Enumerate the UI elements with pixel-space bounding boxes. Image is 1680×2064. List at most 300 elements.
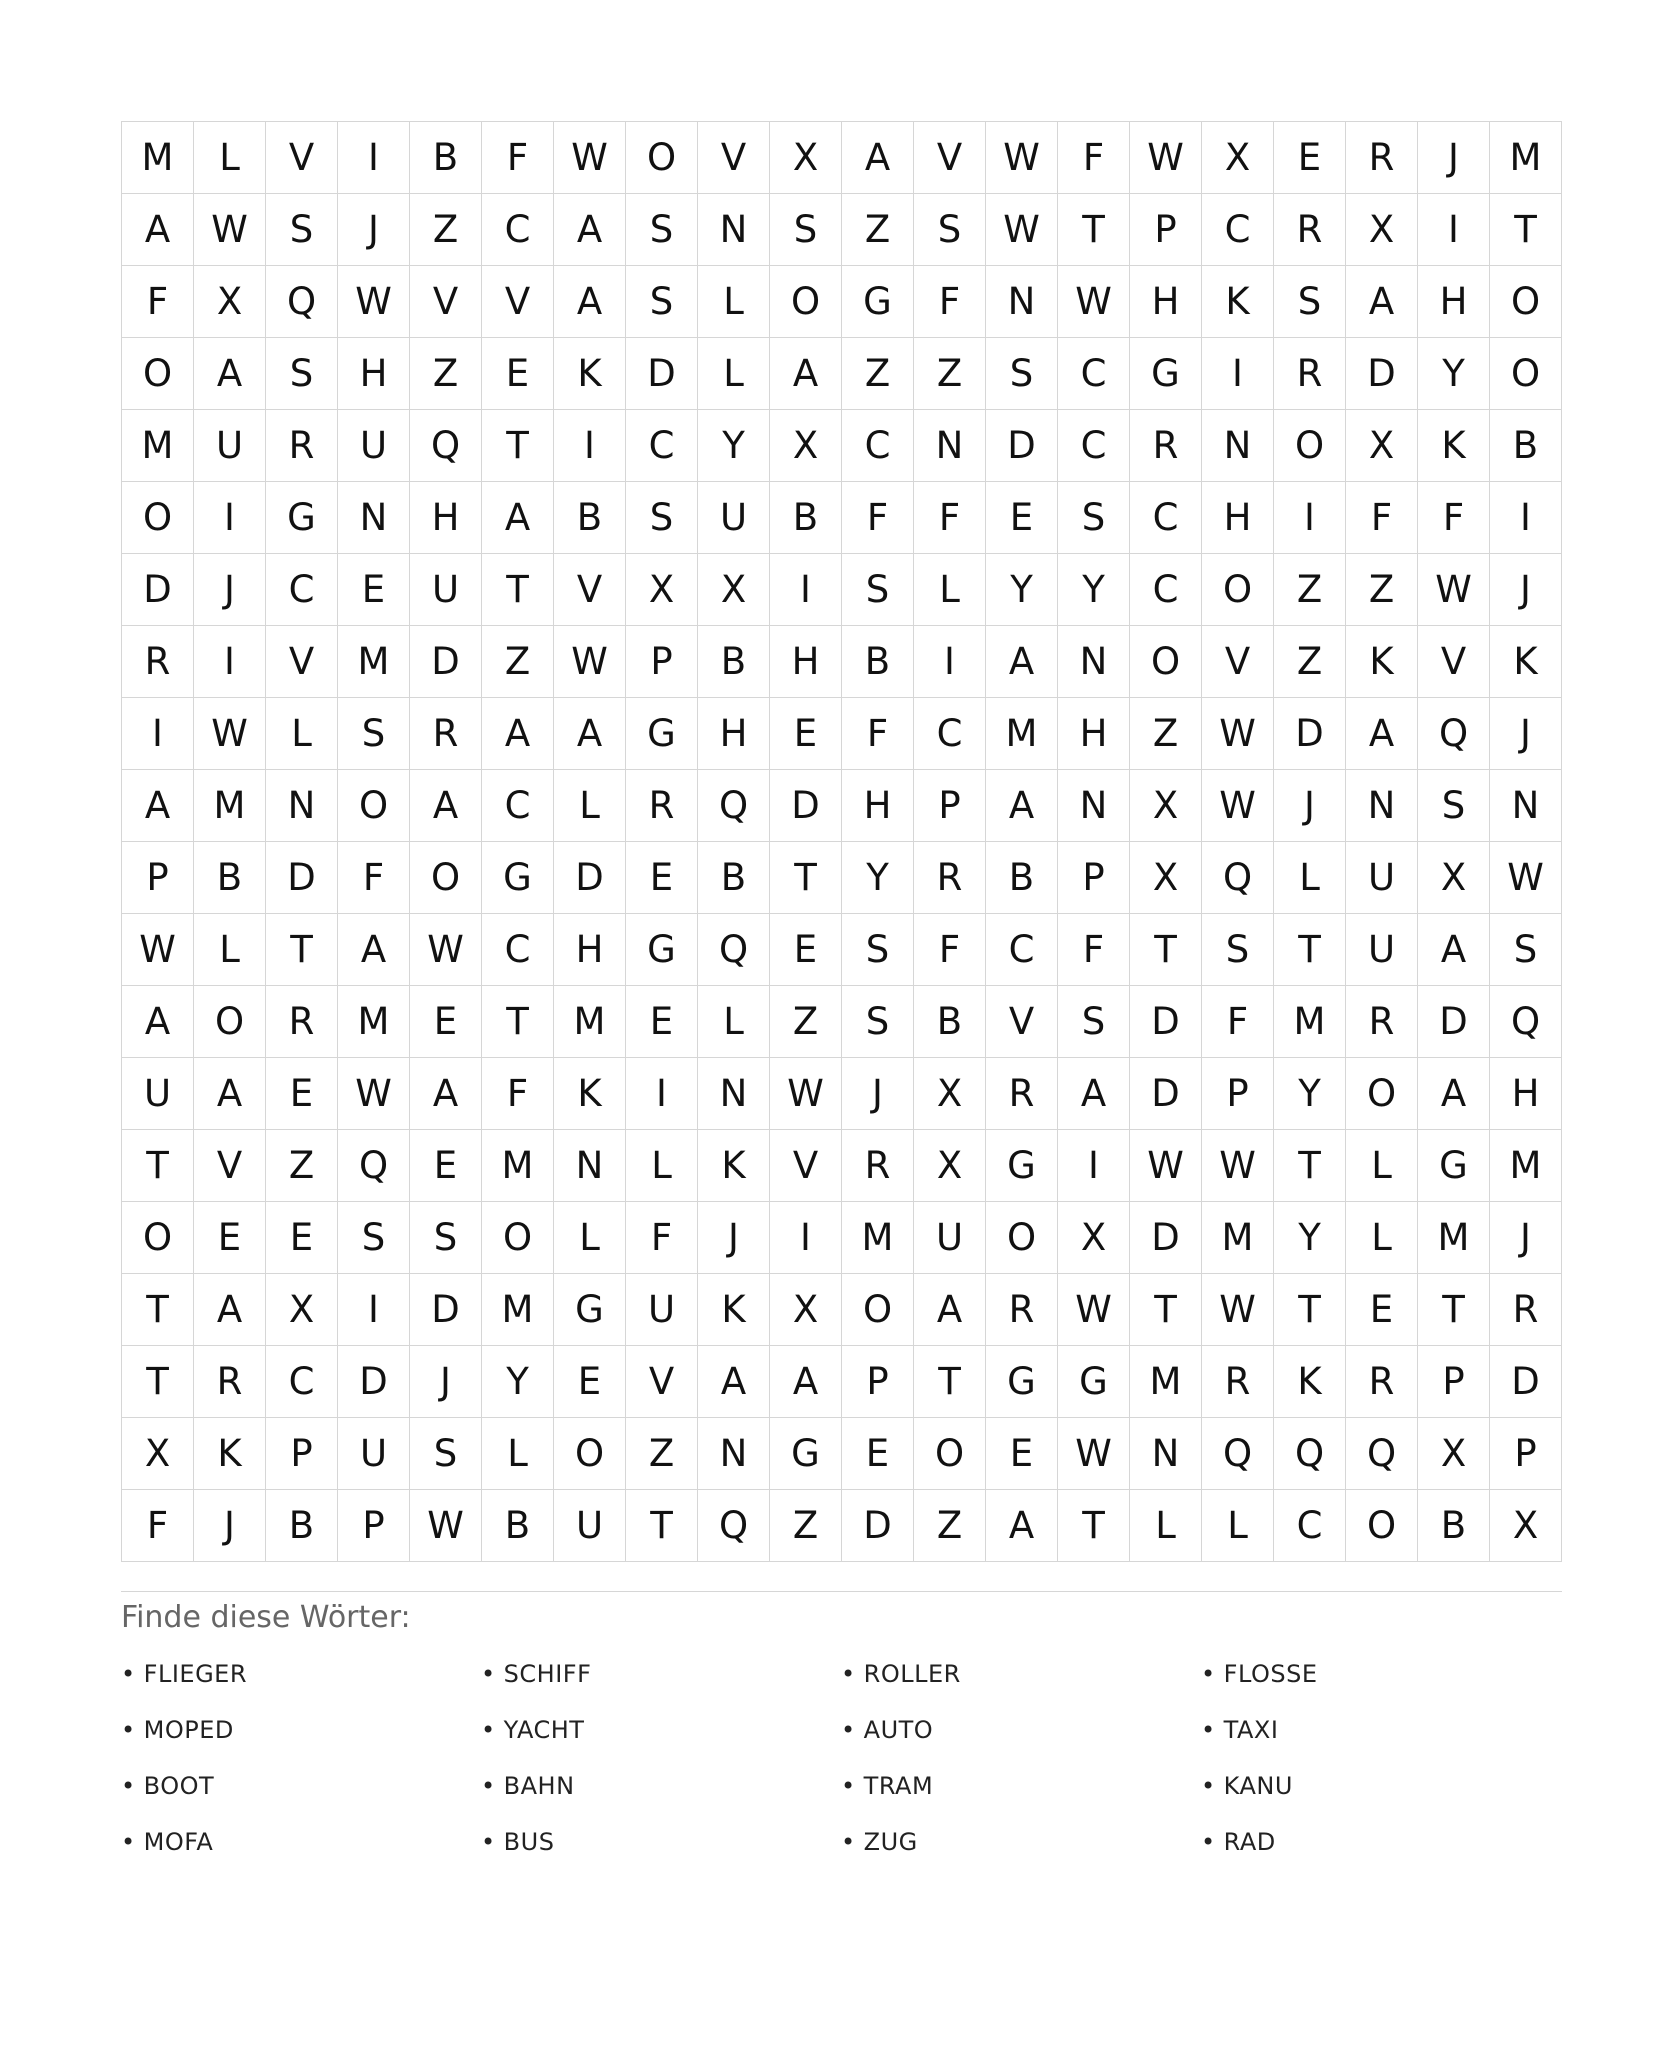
grid-cell[interactable]: Y: [482, 1346, 554, 1418]
grid-cell[interactable]: G: [1058, 1346, 1130, 1418]
grid-cell[interactable]: T: [1274, 914, 1346, 986]
grid-cell[interactable]: N: [338, 482, 410, 554]
grid-cell[interactable]: R: [986, 1058, 1058, 1130]
grid-cell[interactable]: W: [986, 194, 1058, 266]
grid-cell[interactable]: L: [1346, 1202, 1418, 1274]
grid-cell[interactable]: Q: [1346, 1418, 1418, 1490]
grid-cell[interactable]: D: [1490, 1346, 1562, 1418]
grid-cell[interactable]: H: [338, 338, 410, 410]
grid-cell[interactable]: W: [554, 626, 626, 698]
grid-cell[interactable]: O: [122, 338, 194, 410]
grid-cell[interactable]: A: [194, 338, 266, 410]
grid-cell[interactable]: D: [554, 842, 626, 914]
grid-cell[interactable]: U: [338, 410, 410, 482]
grid-cell[interactable]: S: [626, 194, 698, 266]
grid-cell[interactable]: K: [698, 1130, 770, 1202]
grid-cell[interactable]: O: [194, 986, 266, 1058]
grid-cell[interactable]: N: [1346, 770, 1418, 842]
grid-cell[interactable]: F: [122, 1490, 194, 1562]
grid-cell[interactable]: W: [1202, 1130, 1274, 1202]
grid-cell[interactable]: I: [914, 626, 986, 698]
grid-cell[interactable]: W: [338, 1058, 410, 1130]
grid-cell[interactable]: W: [986, 122, 1058, 194]
grid-cell[interactable]: W: [338, 266, 410, 338]
grid-cell[interactable]: L: [266, 698, 338, 770]
grid-cell[interactable]: L: [1130, 1490, 1202, 1562]
grid-cell[interactable]: E: [266, 1202, 338, 1274]
grid-cell[interactable]: F: [842, 698, 914, 770]
grid-cell[interactable]: J: [1274, 770, 1346, 842]
grid-cell[interactable]: T: [1418, 1274, 1490, 1346]
grid-cell[interactable]: Q: [1202, 1418, 1274, 1490]
grid-cell[interactable]: J: [194, 554, 266, 626]
grid-cell[interactable]: X: [1418, 1418, 1490, 1490]
grid-cell[interactable]: V: [626, 1346, 698, 1418]
grid-cell[interactable]: H: [554, 914, 626, 986]
grid-cell[interactable]: C: [1202, 194, 1274, 266]
grid-cell[interactable]: Z: [1274, 626, 1346, 698]
grid-cell[interactable]: W: [1202, 1274, 1274, 1346]
grid-cell[interactable]: A: [986, 1490, 1058, 1562]
grid-cell[interactable]: J: [698, 1202, 770, 1274]
grid-cell[interactable]: B: [554, 482, 626, 554]
grid-cell[interactable]: U: [914, 1202, 986, 1274]
grid-cell[interactable]: T: [1058, 1490, 1130, 1562]
grid-cell[interactable]: X: [770, 122, 842, 194]
grid-cell[interactable]: Q: [410, 410, 482, 482]
grid-cell[interactable]: F: [626, 1202, 698, 1274]
grid-cell[interactable]: H: [410, 482, 482, 554]
grid-cell[interactable]: L: [194, 914, 266, 986]
grid-cell[interactable]: L: [1202, 1490, 1274, 1562]
grid-cell[interactable]: T: [482, 986, 554, 1058]
grid-cell[interactable]: O: [554, 1418, 626, 1490]
grid-cell[interactable]: X: [1490, 1490, 1562, 1562]
grid-cell[interactable]: W: [1418, 554, 1490, 626]
grid-cell[interactable]: Z: [1274, 554, 1346, 626]
grid-cell[interactable]: X: [194, 266, 266, 338]
grid-cell[interactable]: G: [986, 1346, 1058, 1418]
grid-cell[interactable]: O: [1346, 1058, 1418, 1130]
grid-cell[interactable]: F: [1058, 122, 1130, 194]
grid-cell[interactable]: Q: [1490, 986, 1562, 1058]
grid-cell[interactable]: C: [626, 410, 698, 482]
grid-cell[interactable]: Z: [770, 1490, 842, 1562]
grid-cell[interactable]: R: [1346, 1346, 1418, 1418]
grid-cell[interactable]: L: [482, 1418, 554, 1490]
grid-cell[interactable]: J: [1418, 122, 1490, 194]
grid-cell[interactable]: A: [194, 1274, 266, 1346]
grid-cell[interactable]: T: [122, 1274, 194, 1346]
grid-cell[interactable]: V: [914, 122, 986, 194]
grid-cell[interactable]: W: [1202, 698, 1274, 770]
grid-cell[interactable]: V: [986, 986, 1058, 1058]
grid-cell[interactable]: F: [914, 266, 986, 338]
grid-cell[interactable]: J: [410, 1346, 482, 1418]
grid-cell[interactable]: W: [122, 914, 194, 986]
grid-cell[interactable]: E: [410, 1130, 482, 1202]
grid-cell[interactable]: E: [266, 1058, 338, 1130]
grid-cell[interactable]: H: [1058, 698, 1130, 770]
grid-cell[interactable]: J: [194, 1490, 266, 1562]
grid-cell[interactable]: B: [1490, 410, 1562, 482]
grid-cell[interactable]: A: [122, 770, 194, 842]
grid-cell[interactable]: T: [482, 410, 554, 482]
grid-cell[interactable]: O: [338, 770, 410, 842]
grid-cell[interactable]: H: [1202, 482, 1274, 554]
grid-cell[interactable]: X: [1346, 410, 1418, 482]
grid-cell[interactable]: R: [842, 1130, 914, 1202]
grid-cell[interactable]: L: [626, 1130, 698, 1202]
grid-cell[interactable]: J: [842, 1058, 914, 1130]
grid-cell[interactable]: M: [986, 698, 1058, 770]
grid-cell[interactable]: R: [986, 1274, 1058, 1346]
grid-cell[interactable]: R: [266, 410, 338, 482]
grid-cell[interactable]: F: [338, 842, 410, 914]
grid-cell[interactable]: I: [1058, 1130, 1130, 1202]
grid-cell[interactable]: P: [1418, 1346, 1490, 1418]
grid-cell[interactable]: I: [1490, 482, 1562, 554]
grid-cell[interactable]: V: [266, 122, 338, 194]
grid-cell[interactable]: Z: [770, 986, 842, 1058]
grid-cell[interactable]: V: [266, 626, 338, 698]
grid-cell[interactable]: F: [482, 122, 554, 194]
grid-cell[interactable]: D: [770, 770, 842, 842]
grid-cell[interactable]: L: [554, 1202, 626, 1274]
grid-cell[interactable]: A: [122, 194, 194, 266]
grid-cell[interactable]: O: [122, 482, 194, 554]
grid-cell[interactable]: Z: [914, 1490, 986, 1562]
grid-cell[interactable]: L: [194, 122, 266, 194]
grid-cell[interactable]: K: [554, 338, 626, 410]
grid-cell[interactable]: U: [554, 1490, 626, 1562]
grid-cell[interactable]: O: [122, 1202, 194, 1274]
grid-cell[interactable]: I: [194, 482, 266, 554]
grid-cell[interactable]: W: [1058, 1274, 1130, 1346]
grid-cell[interactable]: R: [1346, 986, 1418, 1058]
grid-cell[interactable]: T: [770, 842, 842, 914]
grid-cell[interactable]: O: [1274, 410, 1346, 482]
grid-cell[interactable]: S: [1490, 914, 1562, 986]
grid-cell[interactable]: S: [842, 914, 914, 986]
grid-cell[interactable]: W: [770, 1058, 842, 1130]
grid-cell[interactable]: V: [554, 554, 626, 626]
grid-cell[interactable]: F: [914, 914, 986, 986]
grid-cell[interactable]: P: [626, 626, 698, 698]
grid-cell[interactable]: U: [194, 410, 266, 482]
grid-cell[interactable]: N: [1490, 770, 1562, 842]
grid-cell[interactable]: B: [482, 1490, 554, 1562]
grid-cell[interactable]: B: [914, 986, 986, 1058]
grid-cell[interactable]: S: [626, 266, 698, 338]
grid-cell[interactable]: O: [986, 1202, 1058, 1274]
grid-cell[interactable]: H: [842, 770, 914, 842]
grid-cell[interactable]: Q: [1418, 698, 1490, 770]
grid-cell[interactable]: S: [1058, 482, 1130, 554]
grid-cell[interactable]: B: [986, 842, 1058, 914]
grid-cell[interactable]: A: [554, 194, 626, 266]
grid-cell[interactable]: D: [1274, 698, 1346, 770]
grid-cell[interactable]: G: [266, 482, 338, 554]
grid-cell[interactable]: M: [338, 626, 410, 698]
grid-cell[interactable]: A: [770, 1346, 842, 1418]
grid-cell[interactable]: R: [1202, 1346, 1274, 1418]
grid-cell[interactable]: S: [1274, 266, 1346, 338]
grid-cell[interactable]: M: [122, 410, 194, 482]
grid-cell[interactable]: X: [698, 554, 770, 626]
grid-cell[interactable]: X: [770, 410, 842, 482]
grid-cell[interactable]: D: [1130, 986, 1202, 1058]
grid-cell[interactable]: U: [698, 482, 770, 554]
grid-cell[interactable]: I: [1418, 194, 1490, 266]
grid-cell[interactable]: A: [338, 914, 410, 986]
grid-cell[interactable]: O: [1202, 554, 1274, 626]
grid-cell[interactable]: T: [122, 1346, 194, 1418]
grid-cell[interactable]: Z: [842, 194, 914, 266]
grid-cell[interactable]: T: [1490, 194, 1562, 266]
grid-cell[interactable]: S: [266, 194, 338, 266]
grid-cell[interactable]: A: [482, 698, 554, 770]
grid-cell[interactable]: Q: [698, 914, 770, 986]
grid-cell[interactable]: F: [842, 482, 914, 554]
grid-cell[interactable]: H: [1490, 1058, 1562, 1130]
grid-cell[interactable]: A: [194, 1058, 266, 1130]
grid-cell[interactable]: D: [986, 410, 1058, 482]
grid-cell[interactable]: D: [266, 842, 338, 914]
grid-cell[interactable]: P: [266, 1418, 338, 1490]
grid-cell[interactable]: T: [482, 554, 554, 626]
grid-cell[interactable]: M: [1202, 1202, 1274, 1274]
grid-cell[interactable]: R: [1274, 338, 1346, 410]
grid-cell[interactable]: W: [1058, 266, 1130, 338]
grid-cell[interactable]: R: [194, 1346, 266, 1418]
grid-cell[interactable]: O: [410, 842, 482, 914]
grid-cell[interactable]: A: [1058, 1058, 1130, 1130]
grid-cell[interactable]: D: [338, 1346, 410, 1418]
grid-cell[interactable]: A: [1418, 1058, 1490, 1130]
grid-cell[interactable]: X: [914, 1130, 986, 1202]
grid-cell[interactable]: C: [482, 770, 554, 842]
grid-cell[interactable]: R: [122, 626, 194, 698]
grid-cell[interactable]: R: [914, 842, 986, 914]
grid-cell[interactable]: K: [1418, 410, 1490, 482]
grid-cell[interactable]: N: [1058, 626, 1130, 698]
grid-cell[interactable]: D: [1418, 986, 1490, 1058]
grid-cell[interactable]: V: [770, 1130, 842, 1202]
grid-cell[interactable]: Y: [986, 554, 1058, 626]
grid-cell[interactable]: C: [1058, 410, 1130, 482]
grid-cell[interactable]: A: [698, 1346, 770, 1418]
grid-cell[interactable]: T: [626, 1490, 698, 1562]
grid-cell[interactable]: Q: [1274, 1418, 1346, 1490]
grid-cell[interactable]: I: [338, 1274, 410, 1346]
grid-cell[interactable]: W: [194, 194, 266, 266]
grid-cell[interactable]: A: [770, 338, 842, 410]
grid-cell[interactable]: Q: [1202, 842, 1274, 914]
grid-cell[interactable]: A: [1346, 698, 1418, 770]
grid-cell[interactable]: V: [194, 1130, 266, 1202]
grid-cell[interactable]: E: [626, 986, 698, 1058]
grid-cell[interactable]: L: [914, 554, 986, 626]
grid-cell[interactable]: S: [338, 698, 410, 770]
grid-cell[interactable]: X: [1202, 122, 1274, 194]
grid-cell[interactable]: E: [482, 338, 554, 410]
grid-cell[interactable]: T: [1274, 1130, 1346, 1202]
grid-cell[interactable]: D: [1346, 338, 1418, 410]
grid-cell[interactable]: U: [122, 1058, 194, 1130]
grid-cell[interactable]: N: [986, 266, 1058, 338]
grid-cell[interactable]: E: [986, 482, 1058, 554]
grid-cell[interactable]: Y: [1058, 554, 1130, 626]
grid-cell[interactable]: U: [410, 554, 482, 626]
grid-cell[interactable]: A: [410, 770, 482, 842]
grid-cell[interactable]: G: [1418, 1130, 1490, 1202]
grid-cell[interactable]: Y: [698, 410, 770, 482]
grid-cell[interactable]: Q: [338, 1130, 410, 1202]
grid-cell[interactable]: P: [1130, 194, 1202, 266]
grid-cell[interactable]: O: [770, 266, 842, 338]
grid-cell[interactable]: Q: [266, 266, 338, 338]
grid-cell[interactable]: I: [770, 1202, 842, 1274]
grid-cell[interactable]: S: [770, 194, 842, 266]
grid-cell[interactable]: F: [914, 482, 986, 554]
grid-cell[interactable]: S: [1058, 986, 1130, 1058]
grid-cell[interactable]: S: [914, 194, 986, 266]
grid-cell[interactable]: Z: [266, 1130, 338, 1202]
grid-cell[interactable]: A: [1346, 266, 1418, 338]
grid-cell[interactable]: H: [1130, 266, 1202, 338]
grid-cell[interactable]: X: [626, 554, 698, 626]
grid-cell[interactable]: B: [842, 626, 914, 698]
grid-cell[interactable]: D: [410, 1274, 482, 1346]
grid-cell[interactable]: R: [266, 986, 338, 1058]
grid-cell[interactable]: I: [770, 554, 842, 626]
grid-cell[interactable]: O: [842, 1274, 914, 1346]
grid-cell[interactable]: H: [1418, 266, 1490, 338]
grid-cell[interactable]: T: [1274, 1274, 1346, 1346]
grid-cell[interactable]: G: [482, 842, 554, 914]
grid-cell[interactable]: F: [122, 266, 194, 338]
grid-cell[interactable]: R: [410, 698, 482, 770]
grid-cell[interactable]: T: [122, 1130, 194, 1202]
grid-cell[interactable]: C: [1058, 338, 1130, 410]
grid-cell[interactable]: H: [698, 698, 770, 770]
grid-cell[interactable]: E: [842, 1418, 914, 1490]
grid-cell[interactable]: R: [626, 770, 698, 842]
grid-cell[interactable]: W: [554, 122, 626, 194]
grid-cell[interactable]: U: [626, 1274, 698, 1346]
grid-cell[interactable]: A: [482, 482, 554, 554]
grid-cell[interactable]: T: [266, 914, 338, 986]
grid-cell[interactable]: Z: [410, 194, 482, 266]
grid-cell[interactable]: C: [1274, 1490, 1346, 1562]
grid-cell[interactable]: C: [986, 914, 1058, 986]
grid-cell[interactable]: Z: [842, 338, 914, 410]
grid-cell[interactable]: S: [338, 1202, 410, 1274]
grid-cell[interactable]: M: [1418, 1202, 1490, 1274]
grid-cell[interactable]: D: [122, 554, 194, 626]
grid-cell[interactable]: L: [698, 266, 770, 338]
grid-cell[interactable]: N: [698, 1058, 770, 1130]
grid-cell[interactable]: S: [410, 1418, 482, 1490]
grid-cell[interactable]: C: [266, 554, 338, 626]
grid-cell[interactable]: Z: [1346, 554, 1418, 626]
grid-cell[interactable]: X: [770, 1274, 842, 1346]
grid-cell[interactable]: G: [626, 914, 698, 986]
grid-cell[interactable]: E: [410, 986, 482, 1058]
grid-cell[interactable]: M: [1490, 122, 1562, 194]
grid-cell[interactable]: A: [986, 770, 1058, 842]
grid-cell[interactable]: F: [482, 1058, 554, 1130]
grid-cell[interactable]: B: [698, 842, 770, 914]
grid-cell[interactable]: Z: [410, 338, 482, 410]
grid-cell[interactable]: W: [1130, 1130, 1202, 1202]
grid-cell[interactable]: S: [266, 338, 338, 410]
grid-cell[interactable]: L: [1346, 1130, 1418, 1202]
grid-cell[interactable]: K: [698, 1274, 770, 1346]
grid-cell[interactable]: N: [1130, 1418, 1202, 1490]
grid-cell[interactable]: E: [338, 554, 410, 626]
grid-cell[interactable]: W: [1490, 842, 1562, 914]
grid-cell[interactable]: M: [122, 122, 194, 194]
grid-cell[interactable]: N: [1202, 410, 1274, 482]
grid-cell[interactable]: I: [1274, 482, 1346, 554]
grid-cell[interactable]: O: [1490, 266, 1562, 338]
grid-cell[interactable]: M: [482, 1274, 554, 1346]
grid-cell[interactable]: S: [626, 482, 698, 554]
grid-cell[interactable]: J: [338, 194, 410, 266]
grid-cell[interactable]: G: [554, 1274, 626, 1346]
grid-cell[interactable]: X: [122, 1418, 194, 1490]
grid-cell[interactable]: W: [1058, 1418, 1130, 1490]
grid-cell[interactable]: U: [1346, 914, 1418, 986]
grid-cell[interactable]: Y: [1274, 1202, 1346, 1274]
grid-cell[interactable]: I: [554, 410, 626, 482]
grid-cell[interactable]: P: [1202, 1058, 1274, 1130]
grid-cell[interactable]: S: [842, 554, 914, 626]
grid-cell[interactable]: O: [1490, 338, 1562, 410]
grid-cell[interactable]: N: [914, 410, 986, 482]
grid-cell[interactable]: U: [1346, 842, 1418, 914]
grid-cell[interactable]: T: [1058, 194, 1130, 266]
grid-cell[interactable]: S: [1202, 914, 1274, 986]
grid-cell[interactable]: I: [1202, 338, 1274, 410]
grid-cell[interactable]: L: [698, 338, 770, 410]
grid-cell[interactable]: W: [194, 698, 266, 770]
grid-cell[interactable]: S: [1418, 770, 1490, 842]
grid-cell[interactable]: X: [914, 1058, 986, 1130]
grid-cell[interactable]: I: [122, 698, 194, 770]
grid-cell[interactable]: K: [1490, 626, 1562, 698]
grid-cell[interactable]: N: [698, 1418, 770, 1490]
grid-cell[interactable]: J: [1490, 554, 1562, 626]
grid-cell[interactable]: H: [770, 626, 842, 698]
grid-cell[interactable]: X: [1346, 194, 1418, 266]
grid-cell[interactable]: E: [986, 1418, 1058, 1490]
grid-cell[interactable]: Q: [698, 1490, 770, 1562]
grid-cell[interactable]: T: [1130, 1274, 1202, 1346]
grid-cell[interactable]: V: [1202, 626, 1274, 698]
grid-cell[interactable]: A: [1418, 914, 1490, 986]
grid-cell[interactable]: N: [698, 194, 770, 266]
grid-cell[interactable]: M: [1274, 986, 1346, 1058]
grid-cell[interactable]: C: [266, 1346, 338, 1418]
grid-cell[interactable]: K: [194, 1418, 266, 1490]
grid-cell[interactable]: Y: [1418, 338, 1490, 410]
grid-cell[interactable]: P: [122, 842, 194, 914]
grid-cell[interactable]: I: [626, 1058, 698, 1130]
grid-cell[interactable]: L: [554, 770, 626, 842]
